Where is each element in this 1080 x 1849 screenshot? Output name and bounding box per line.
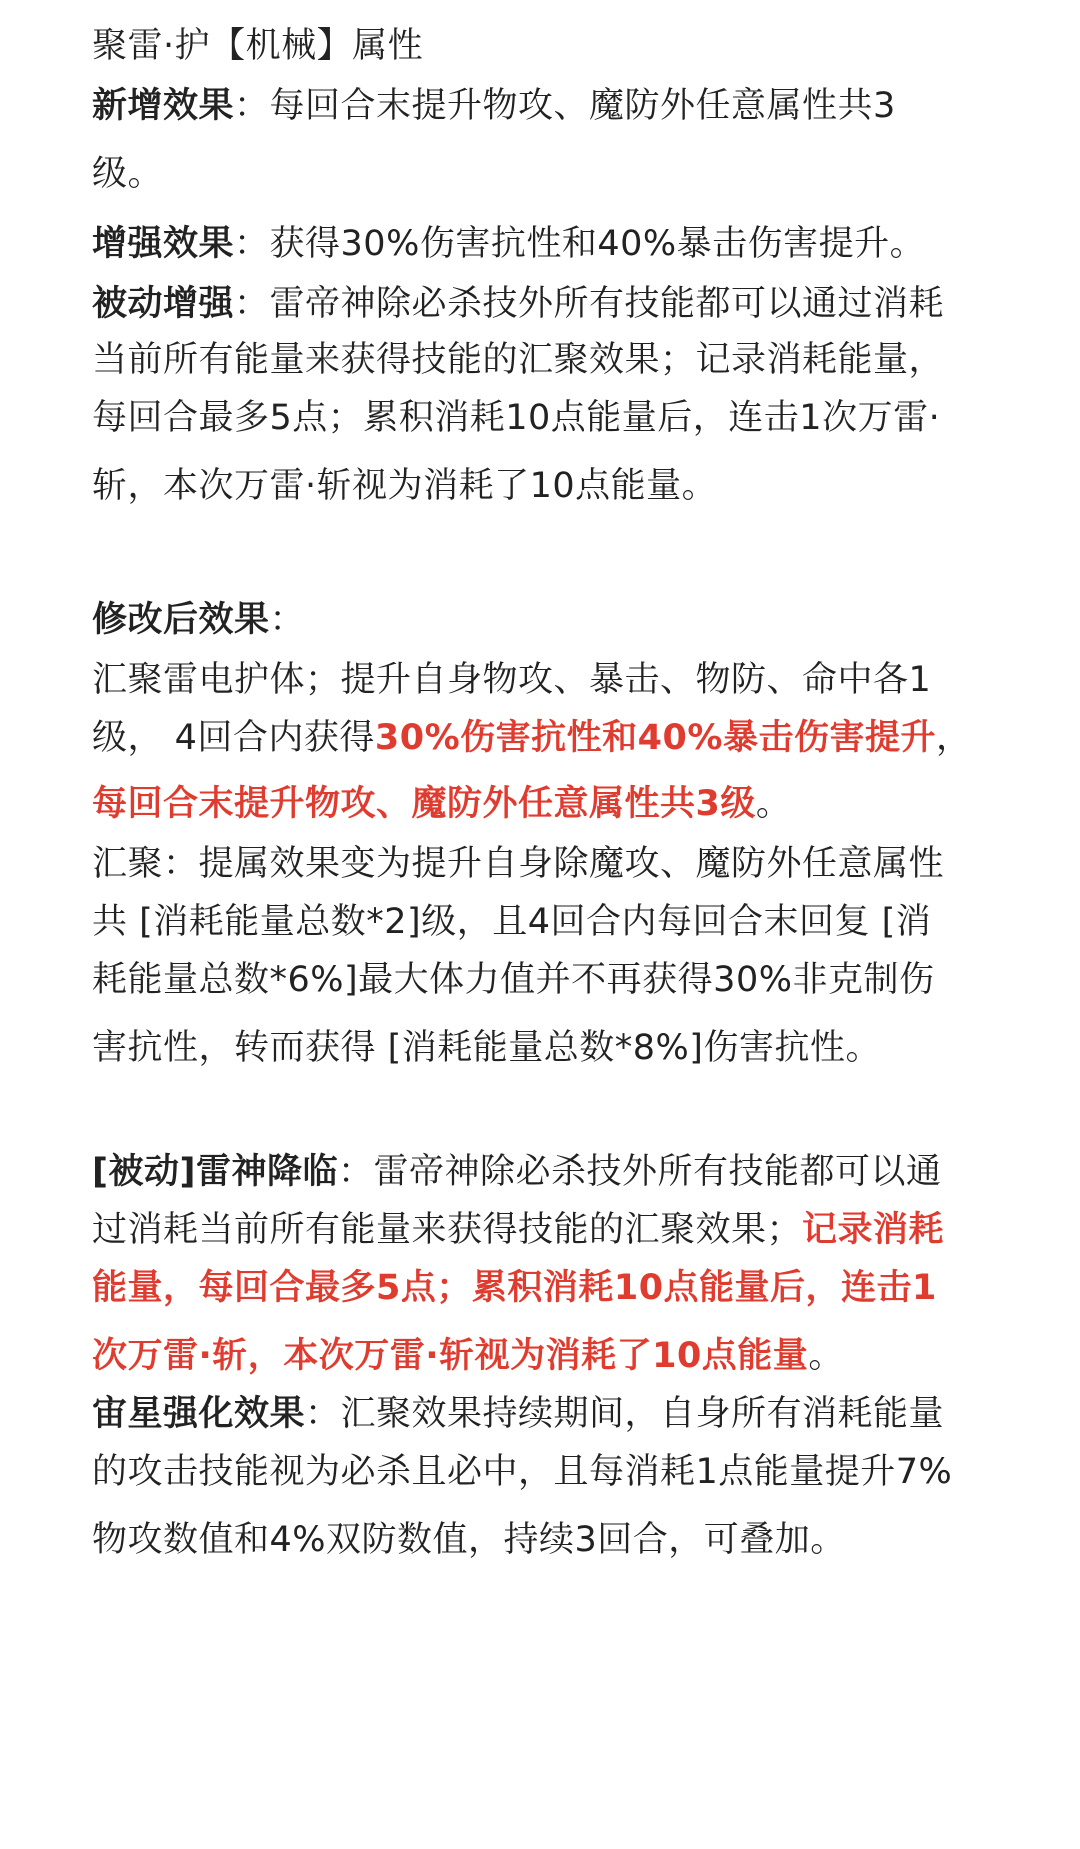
modified-text-2-post: ， [935,718,972,758]
modified-text-3-post: 。 [755,784,792,824]
cosmic-label: 宙星强化效果 [92,1394,306,1434]
modified-highlight-1: 30%伤害抗性和40%暴击伤害提升 [374,718,936,758]
gather-line-3 [92,958,934,1002]
passive-thunder-line-2 [92,1208,944,1252]
enhanced-effect-label: 增强效果 [92,224,235,264]
passive-enhance-sep: ： [234,284,270,324]
modified-sep: ： [269,600,306,640]
new-effect-text-2: 级。 [92,154,164,194]
cosmic-line-3 [92,1518,846,1562]
cosmic-sep: ： [305,1394,341,1434]
new-effect-line-2 [92,152,163,196]
gather-text-3: 耗能量总数*6%]最大体力值并不再获得30%非克制伤 [92,960,935,1000]
passive-enhance-text-2: 当前所有能量来获得技能的汇聚效果；记录消耗能量， [92,340,945,380]
passive-thunder-text-2-pre: 过消耗当前所有能量来获得技能的汇聚效果； [92,1210,803,1250]
passive-enhance-text-3: 每回合最多5点；累积消耗10点能量后，连击1次万雷· [92,398,941,438]
gather-line-4 [92,1026,881,1070]
passive-enhance-line-2 [92,338,944,382]
cosmic-line-2 [92,1450,952,1494]
passive-enhance-label: 被动增强 [92,284,235,324]
passive-thunder-line-1 [92,1150,942,1194]
new-effect-label: 新增效果 [92,86,235,126]
passive-thunder-sep: ： [338,1152,374,1192]
passive-enhance-text-1: 雷帝神除必杀技外所有技能都可以通过消耗 [269,284,945,324]
new-effect-line-1 [92,84,896,128]
gather-text-2: 共 [消耗能量总数*2]级，且4回合内每回合末回复 [消 [92,902,932,942]
passive-thunder-text-4-post: 。 [808,1336,844,1376]
passive-thunder-text-1: 雷帝神除必杀技外所有技能都可以通 [373,1152,942,1192]
new-effect-sep: ： [234,86,270,126]
modified-line-2 [92,716,971,760]
modified-highlight-2: 每回合末提升物攻、魔防外任意属性共3级 [92,784,756,824]
modified-text-1: 汇聚雷电护体；提升自身物攻、暴击、物防、命中各1 [92,660,932,700]
passive-thunder-highlight-3: 次万雷·斩，本次万雷·斩视为消耗了10点能量 [92,1336,809,1376]
enhanced-effect-sep: ： [234,224,270,264]
modified-label: 修改后效果 [92,600,270,640]
enhanced-effect-line [92,222,925,266]
passive-enhance-line-1 [92,282,944,326]
modified-heading-line [92,598,305,642]
page-title: 聚雷·护【机械】属性 [92,26,424,66]
passive-thunder-highlight-2: 能量，每回合最多5点；累积消耗10点能量后，连击1 [92,1268,937,1308]
passive-thunder-line-3 [92,1266,937,1310]
cosmic-text-1: 汇聚效果持续期间，自身所有消耗能量 [340,1394,945,1434]
gather-line-1 [92,842,944,886]
cosmic-text-3: 物攻数值和4%双防数值，持续3回合，可叠加。 [92,1520,846,1560]
gather-text-4: 害抗性，转而获得 [消耗能量总数*8%]伤害抗性。 [92,1028,881,1068]
passive-enhance-line-3 [92,396,940,440]
title-line [92,24,423,68]
passive-thunder-line-4 [92,1334,844,1378]
modified-line-1 [92,658,931,702]
gather-text-1: 汇聚：提属效果变为提升自身除魔攻、魔防外任意属性 [92,844,945,884]
cosmic-line-1 [92,1392,944,1436]
modified-line-3 [92,782,791,826]
cosmic-text-2: 的攻击技能视为必杀且必中，且每消耗1点能量提升7% [92,1452,953,1492]
passive-thunder-highlight-1: 记录消耗 [802,1210,945,1250]
enhanced-effect-text: 获得30%伤害抗性和40%暴击伤害提升。 [269,224,926,264]
modified-text-2-pre: 级， 4回合内获得 [92,718,375,758]
passive-enhance-text-4: 斩，本次万雷·斩视为消耗了10点能量。 [92,466,718,506]
gather-line-2 [92,900,931,944]
passive-enhance-line-4 [92,464,717,508]
new-effect-text-1: 每回合末提升物攻、魔防外任意属性共3 [269,86,896,126]
passive-thunder-label: [被动]雷神降临 [92,1152,338,1192]
